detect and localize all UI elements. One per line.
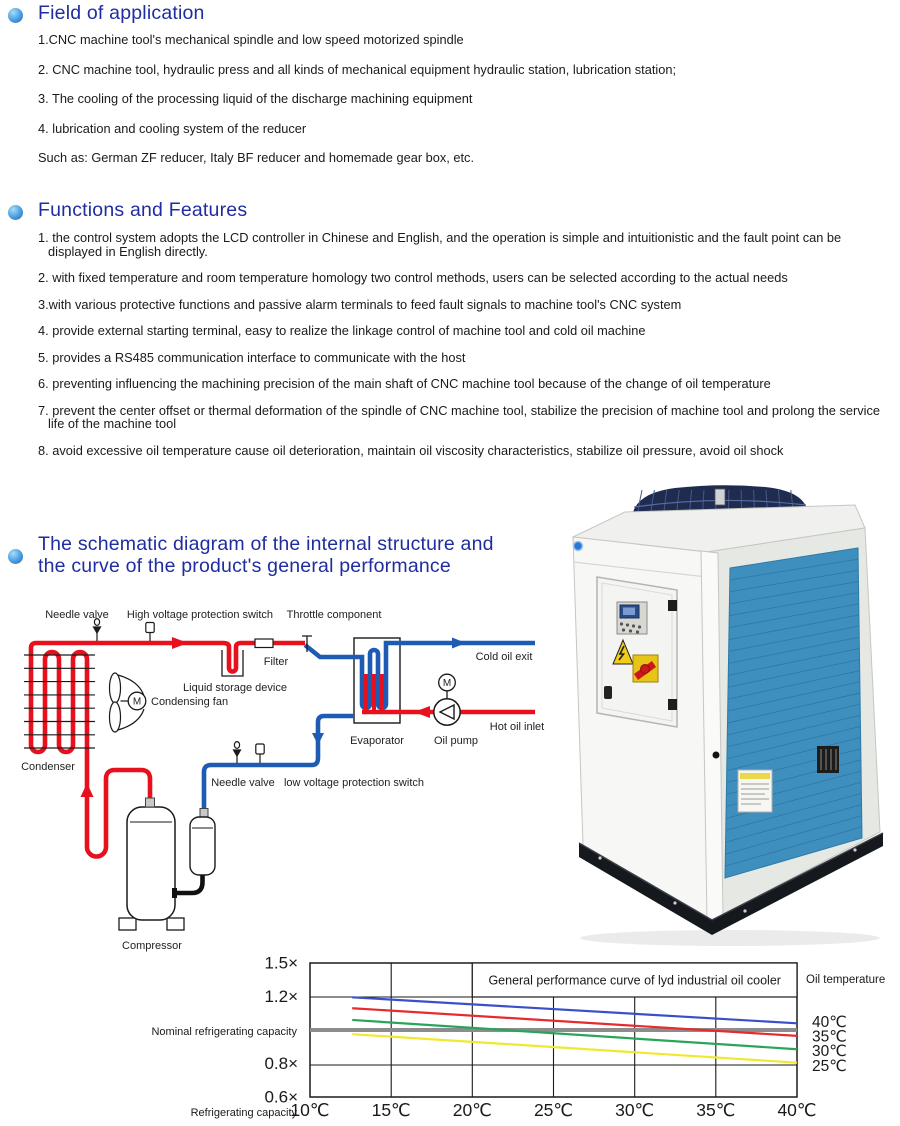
- label-liquid-storage: Liquid storage device: [183, 682, 287, 694]
- fan-hub: [715, 489, 725, 505]
- label-needle-valve-top: Needle valve: [45, 609, 109, 621]
- label-filter: Filter: [263, 656, 289, 668]
- legend-label: 35℃: [812, 1028, 847, 1046]
- x-tick-label: 15℃: [371, 1100, 411, 1120]
- product-photo: [555, 483, 900, 953]
- label-condenser: Condenser: [21, 761, 75, 773]
- accumulator-symbol: [172, 809, 215, 899]
- x-tick-label: 20℃: [452, 1100, 492, 1120]
- section-title-field-of-application: Field of application: [38, 2, 205, 24]
- legend-label: 30℃: [812, 1043, 847, 1061]
- brand-logo-icon: [574, 542, 583, 551]
- series-line: [352, 1034, 797, 1062]
- list-item: 3. The cooling of the processing liquid of the discharge machining equipment: [38, 91, 473, 106]
- door-handle[interactable]: [604, 686, 612, 699]
- legend-title: Oil temperature: [806, 974, 886, 986]
- series-line: [352, 997, 797, 1023]
- y-tick-label: 0.8×: [264, 1054, 298, 1073]
- list-item: 6. preventing influencing the machining precision of the main shaft of CNC machine tool because of the change of oil temperature: [38, 376, 771, 391]
- section-bullet-icon: [8, 549, 23, 564]
- list-item: 4. provide external starting terminal, easy to realize the linkage control of machine tool and cold oil machine: [38, 323, 646, 338]
- lv-switch-symbol: [256, 744, 264, 763]
- section-bullet-icon: [8, 205, 23, 220]
- list-item: Such as: German ZF reducer, Italy BF reducer and homemade gear box, etc.: [38, 150, 475, 165]
- list-item: 4. lubrication and cooling system of the reducer: [38, 120, 307, 136]
- y-tick-label: 1.5×: [264, 953, 298, 973]
- legend-label: 25℃: [812, 1057, 847, 1075]
- field-of-application-list: [38, 33, 894, 181]
- list-item: 1. the control system adopts the LCD controller in Chinese and English, and the operation is simple and intuitionistic and the fault point can be displayed in English directly.: [38, 230, 842, 259]
- x-axis-label: Refrigerating capacity: [190, 1107, 297, 1119]
- condenser-up-arrow-icon: [81, 783, 94, 797]
- schematic-diagram: [10, 598, 555, 958]
- section-title-functions-features: Functions and Features: [38, 199, 248, 221]
- compressor-symbol: [119, 798, 184, 930]
- shadow: [580, 930, 880, 946]
- pump-motor-letter: M: [442, 678, 452, 689]
- power-switch[interactable]: [633, 655, 658, 682]
- needle-valve-symbol: [94, 619, 101, 641]
- fan-motor-letter: M: [132, 696, 142, 708]
- legend-label: 40℃: [812, 1014, 847, 1031]
- label-throttle: Throttle component: [286, 609, 382, 621]
- suction-down-arrow-icon: [312, 733, 324, 745]
- list-item: 2. CNC machine tool, hydraulic press and all kinds of mechanical equipment hydraulic station, lubrication station;: [38, 61, 677, 77]
- filter-symbol: [255, 639, 273, 648]
- lcd-controller: [617, 602, 647, 634]
- spec-label: [738, 770, 772, 812]
- hot-flow-arrow-icon: [172, 637, 188, 649]
- y-axis-label: Nominal refrigerating capacity: [151, 1026, 297, 1038]
- cold-oil-arrow-icon: [452, 638, 466, 649]
- label-compressor: Compressor: [122, 940, 182, 952]
- chart-title: General performance curve of lyd industrial oil cooler: [488, 973, 781, 988]
- list-item: 5. provides a RS485 communication interface to communicate with the host: [38, 349, 466, 365]
- x-tick-label: 40℃: [777, 1100, 817, 1120]
- hot-pipes: [31, 643, 535, 857]
- post-hole: [713, 752, 720, 759]
- list-item: 1.CNC machine tool's mechanical spindle and low speed motorized spindle: [38, 32, 464, 47]
- control-door: [597, 577, 677, 727]
- x-tick-label: 25℃: [533, 1100, 574, 1120]
- schematic-title-line2: the curve of the product's general performance: [38, 555, 451, 577]
- list-item: 2. with fixed temperature and room temperature homology two control methods, users can be selected according to the actual needs: [38, 270, 788, 285]
- list-item: 7. prevent the center offset or thermal deformation of the spindle of CNC machine tool, stabilize the precision of machine tool and prolong the service life of the machine tool: [38, 402, 880, 431]
- hv-switch-symbol: [146, 623, 154, 642]
- functions-features-list: [38, 231, 894, 470]
- needle-valve-symbol: [234, 742, 241, 763]
- y-tick-label: 0.6×: [264, 1087, 298, 1107]
- label-lv-switch: low voltage protection switch: [283, 777, 425, 789]
- label-cold-oil-exit: Cold oil exit: [475, 651, 533, 663]
- hot-oil-arrow-icon: [414, 706, 430, 718]
- label-hot-oil-inlet: Hot oil inlet: [489, 721, 545, 733]
- section-title-schematic: [38, 533, 578, 577]
- x-tick-label: 35℃: [696, 1100, 736, 1120]
- label-needle-valve-bottom: Needle valve: [211, 777, 275, 789]
- condenser-coil: [725, 548, 862, 878]
- label-evaporator: Evaporator: [350, 735, 404, 747]
- x-tick-label: 30℃: [615, 1100, 655, 1120]
- label-oil-pump: Oil pump: [433, 735, 479, 747]
- list-item: 8. avoid excessive oil temperature cause oil deterioration, maintain oil viscosity characteristics, stabilize oil pressure, avoid oil shock: [38, 442, 784, 458]
- label-hv-switch: High voltage protection switch: [126, 609, 274, 621]
- section-bullet-icon: [8, 8, 23, 23]
- list-item: 3.with various protective functions and passive alarm terminals to feed fault signals to machine tool's CNC system: [38, 296, 682, 312]
- vent-grille: [817, 746, 839, 773]
- performance-chart: [140, 950, 900, 1126]
- door-hinge: [668, 600, 677, 611]
- series-line: [352, 1020, 797, 1049]
- door-hinge: [668, 699, 677, 710]
- schematic-title-line1: The schematic diagram of the internal structure and: [38, 533, 494, 555]
- label-condensing-fan: Condensing fan: [151, 696, 229, 708]
- y-tick-label: 1.2×: [264, 987, 298, 1006]
- x-tick-label: 10℃: [290, 1100, 330, 1120]
